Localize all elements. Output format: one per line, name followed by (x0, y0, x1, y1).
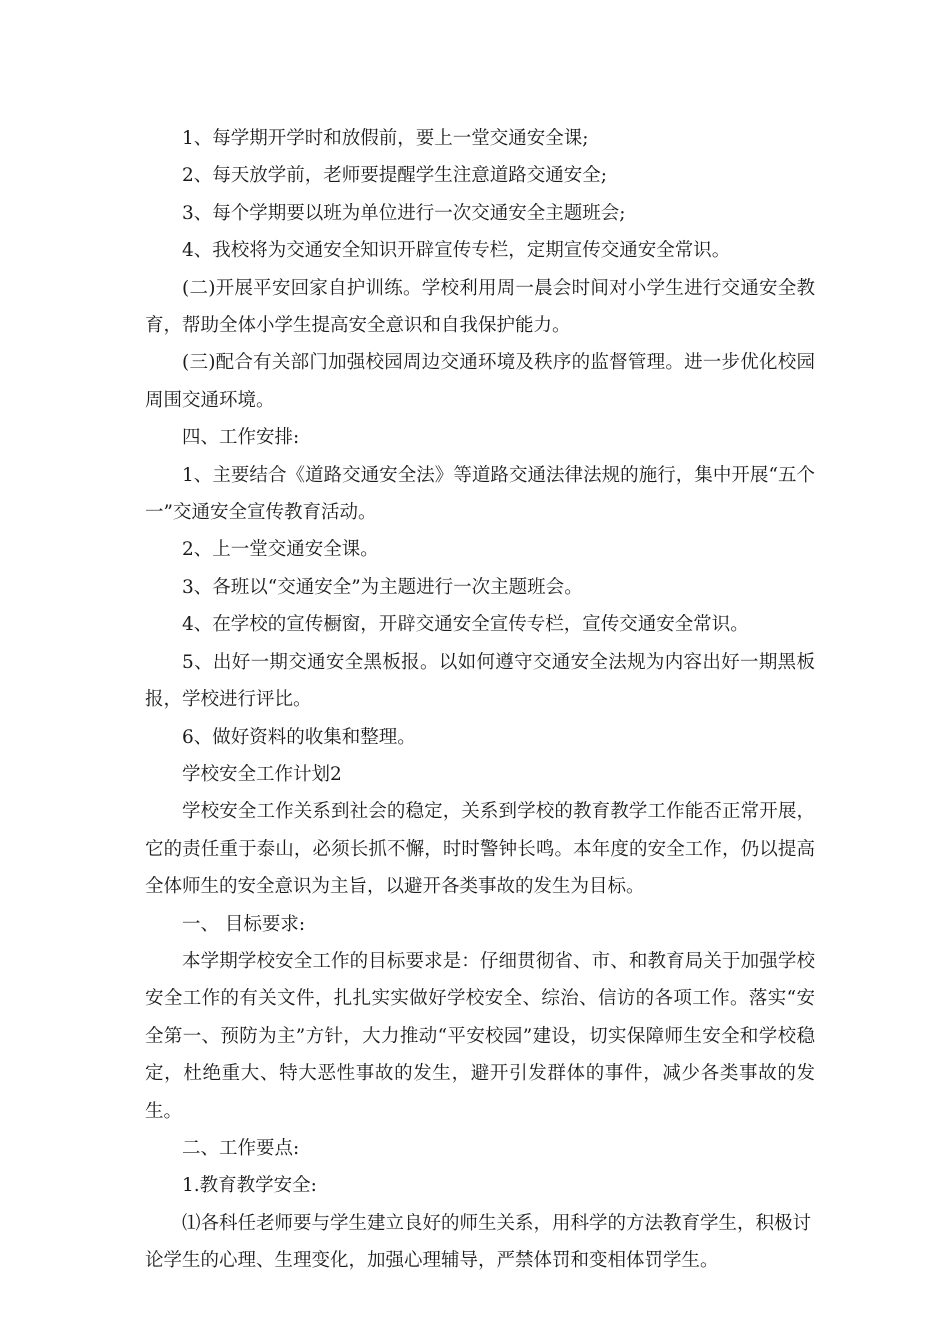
paragraph-15: 学校安全工作关系到社会的稳定，关系到学校的教育教学工作能否正常开展，它的责任重于泰山，必须长抓不懈，时时警钟长鸣。本年度的安全工作，仍以提高全体师生的安全意识为主旨，以避开各类事故的发生为目标。 (145, 801, 815, 898)
paragraph-4: 4、我校将为交通安全知识开辟宣传专栏，定期宣传交通安全常识。 (182, 240, 731, 262)
document-body (145, 120, 815, 1280)
paragraph-1: 1、每学期开学时和放假前，要上一堂交通安全课; (182, 128, 589, 149)
paragraph-6: (三)配合有关部门加强校园周边交通环境及秩序的监督管理。进一步优化校园周围交通环境。 (145, 352, 815, 411)
paragraph-12: 5、出好一期交通安全黑板报。以如何遵守交通安全法规为内容出好一期黑板报，学校进行评比。 (145, 651, 815, 711)
paragraph-8: 1、主要结合《道路交通安全法》等道路交通法律法规的施行，集中开展“五个一”交通安全宣传教育活动。 (145, 464, 815, 524)
paragraph-20: ⑴各科任老师要与学生建立良好的师生关系，用科学的方法教育学生，积极讨论学生的心理、生理变化，加强心理辅导，严禁体罚和变相体罚学生。 (145, 1212, 812, 1272)
paragraph-13: 6、做好资料的收集和整理。 (182, 726, 416, 748)
paragraph-17: 本学期学校安全工作的目标要求是：仔细贯彻省、市、和教育局关于加强学校安全工作的有关文件，扎扎实实做好学校安全、综治、信访的各项工作。落实“安全第一、预防为主”方针，大力推动“平安校园”建设，切实保障师生安全和学校稳定，杜绝重大、特大恶性事故的发生，避开引发群体的事件，减少各类事故的发生。 (145, 950, 815, 1122)
paragraph-3: 3、每个学期要以班为单位进行一次交通安全主题班会; (182, 202, 626, 224)
paragraph-11: 4、在学校的宣传橱窗，开辟交通安全宣传专栏，宣传交通安全常识。 (182, 614, 749, 636)
paragraph-2: 2、每天放学前，老师要提醒学生注意道路交通安全; (182, 165, 608, 187)
paragraph-9: 2、上一堂交通安全课。 (182, 539, 379, 561)
section-heading-key-points: 二、工作要点: (182, 1137, 300, 1159)
section-heading-work-arrangement: 四、工作安排: (182, 427, 300, 449)
paragraph-10: 3、各班以“交通安全”为主题进行一次主题班会。 (182, 576, 583, 598)
plan-title: 学校安全工作计划2 (182, 763, 342, 785)
section-heading-goals: 一、 目标要求: (182, 913, 306, 935)
subsection-heading-teaching-safety: 1.教育教学安全: (182, 1175, 317, 1197)
paragraph-5: (二)开展平安回家自护训练。学校利用周一晨会时间对小学生进行交通安全教育，帮助全体小学生提高安全意识和自我保护能力。 (145, 277, 815, 337)
